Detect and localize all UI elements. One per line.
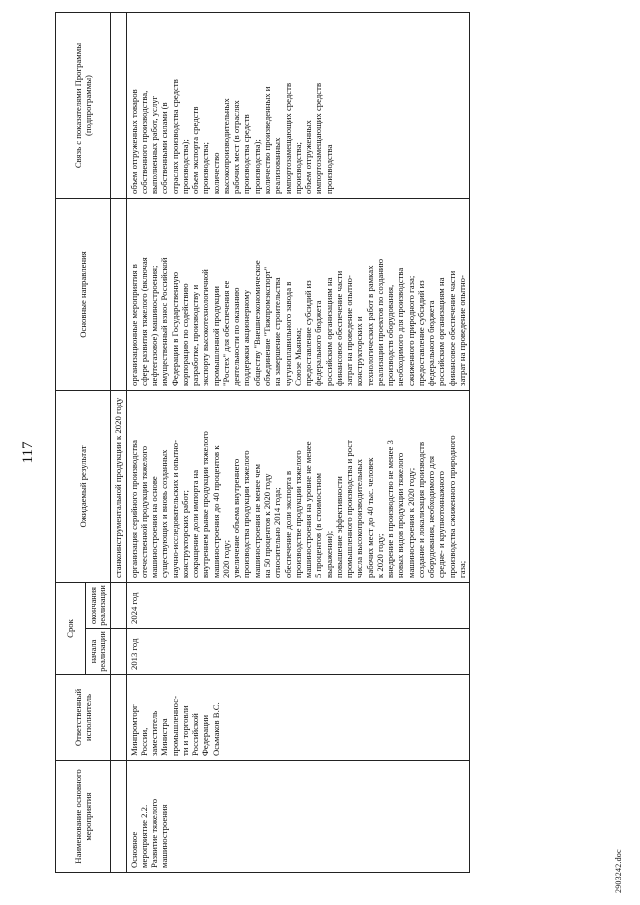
result-line: отечественной продукции тяжелого bbox=[138, 445, 149, 578]
directions-line: российским организациям на bbox=[436, 277, 447, 386]
link-line: производства bbox=[323, 144, 334, 194]
result-line: производстве продукции тяжелого bbox=[292, 450, 303, 578]
link-line: высокопроизводительных bbox=[220, 98, 231, 194]
directions-line: предоставление субсидий из bbox=[415, 280, 426, 386]
result-line: повышение эффективности bbox=[333, 476, 344, 578]
directions-line: федерального бюджета bbox=[426, 300, 437, 386]
executor-line: заместитель bbox=[149, 710, 160, 756]
directions-line: производств оборудования, bbox=[385, 284, 396, 386]
result-line: сокращение доли импорта на bbox=[190, 469, 201, 578]
page-number: 117 bbox=[20, 441, 36, 464]
executor-line: промышленнос- bbox=[169, 696, 180, 756]
cell-link bbox=[126, 12, 470, 198]
cell-empty bbox=[111, 198, 126, 390]
result-line: 5 процентов (в стоимостном bbox=[313, 472, 324, 578]
directions-line: "Ростех" для обеспечения ее bbox=[220, 280, 231, 386]
carryover-result: станкоинструментальной продукции к 2020 году bbox=[111, 390, 126, 582]
directions-line: федерального бюджета bbox=[313, 300, 324, 386]
cell-name bbox=[126, 761, 470, 873]
table-row bbox=[126, 12, 470, 872]
directions-line: обществу "Внешнеэкономическое bbox=[251, 260, 262, 386]
document-reference: 2903242.doc bbox=[614, 849, 623, 893]
header-link: Связь с показателями Программы (подпрограммы) bbox=[56, 12, 111, 198]
cell-result bbox=[126, 390, 470, 582]
directions-line: технологических работ в рамках bbox=[364, 265, 375, 386]
link-line: количество bbox=[210, 152, 221, 194]
link-line: объем экспорта средств bbox=[190, 106, 201, 194]
directions-line: имущественный взнос Российской bbox=[159, 257, 170, 386]
result-line: внедрение в производство не менее 3 bbox=[385, 440, 396, 578]
directions-line: разработке, производству и bbox=[190, 284, 201, 386]
cell-executor bbox=[126, 675, 470, 761]
directions-line: предоставление субсидий из bbox=[303, 280, 314, 386]
directions-line: финансовое обеспечение части bbox=[333, 270, 344, 386]
header-start: начала реализации bbox=[86, 629, 111, 675]
link-line: объем отгруженных bbox=[303, 120, 314, 194]
directions-line: Федерации в Государственную bbox=[169, 271, 180, 386]
cell-empty bbox=[111, 629, 126, 675]
cell-empty bbox=[111, 761, 126, 873]
directions-line: нефтегазовое) машиностроения; bbox=[149, 265, 160, 386]
directions-line: экспорту высокотехнологичной bbox=[200, 269, 211, 386]
link-line: производства; bbox=[292, 142, 303, 194]
directions-line: необходимого для производства bbox=[395, 267, 406, 386]
name-line: мероприятие 2.2. bbox=[138, 804, 149, 868]
result-line: обеспечение доли экспорта в bbox=[282, 470, 293, 578]
directions-line: конструкторских и bbox=[354, 316, 365, 386]
executor-line: Минпромторг bbox=[128, 704, 139, 756]
result-line: промышленного производства и рост bbox=[344, 440, 355, 578]
directions-line: сжиженного природного газа; bbox=[405, 275, 416, 386]
link-line: собственными силами (в bbox=[159, 102, 170, 194]
cell-start: 2013 год bbox=[126, 629, 470, 675]
directions-line: объединение "Тяжпромэкспорт" bbox=[261, 266, 272, 386]
directions-line: российским организациям на bbox=[323, 277, 334, 386]
cell-empty bbox=[111, 582, 126, 628]
directions-line: Союзе Мьянма; bbox=[292, 327, 303, 386]
result-line: 2020 году; bbox=[220, 539, 231, 578]
executor-line: Федерации bbox=[200, 714, 211, 756]
directions-line: промышленной продукции bbox=[210, 286, 221, 386]
result-line: газа; bbox=[457, 560, 468, 578]
directions-line: деятельности по оказанию bbox=[231, 287, 242, 386]
result-line: создание и локализация производств bbox=[415, 441, 426, 578]
header-result: Ожидаемый результат bbox=[56, 390, 111, 582]
header-name: Наименование основного мероприятия bbox=[56, 761, 111, 873]
header-executor: Ответственный исполнитель bbox=[56, 675, 111, 761]
result-line: машиностроения не менее чем bbox=[251, 463, 262, 578]
link-line: рабочих мест (в отраслях bbox=[231, 100, 242, 194]
cell-directions bbox=[126, 198, 470, 390]
cell-empty bbox=[111, 12, 126, 198]
result-line: выражении); bbox=[323, 530, 334, 578]
directions-line: реализации проектов по созданию bbox=[374, 258, 385, 386]
link-line: реализованных bbox=[272, 137, 283, 194]
link-line: импортозамещающих средств bbox=[313, 82, 324, 194]
header-term: Срок bbox=[56, 582, 86, 674]
table-row-carryover bbox=[111, 12, 126, 872]
events-table bbox=[55, 12, 470, 873]
link-line: производства; bbox=[200, 142, 211, 194]
result-line: рабочих мест до 40 тыс. человек bbox=[364, 457, 375, 578]
name-line: машиностроения bbox=[159, 804, 170, 868]
result-line: на 50 процентов к 2020 году bbox=[261, 473, 272, 578]
cell-end: 2024 год bbox=[126, 582, 470, 628]
link-line: импортозамещающих средств bbox=[282, 82, 293, 194]
result-line: организация серийного производства bbox=[128, 440, 139, 578]
result-line: машиностроения до 40 процентов к bbox=[210, 445, 221, 578]
directions-line: чугуноплавильного завода в bbox=[282, 281, 293, 386]
result-line: машиностроения к 2020 году; bbox=[405, 467, 416, 578]
result-line: относительно 2014 года; bbox=[272, 487, 283, 578]
link-line: собственного производства, bbox=[138, 90, 149, 194]
result-line: научно-исследовательских и опытно- bbox=[169, 439, 180, 578]
result-line: машиностроения на основе bbox=[149, 476, 160, 578]
directions-line: финансовое обеспечение части bbox=[446, 270, 457, 386]
link-line: выполненных работ, услуг bbox=[149, 95, 160, 194]
executor-line: России, bbox=[138, 727, 149, 756]
directions-line: сфере развития тяжелого (включая bbox=[138, 257, 149, 386]
result-line: конструкторских работ; bbox=[179, 490, 190, 578]
directions-line: организационные мероприятия в bbox=[128, 264, 139, 386]
link-line: количество произведенных и bbox=[261, 86, 272, 194]
result-line: машиностроения на уровне не менее bbox=[303, 441, 314, 578]
directions-line: поддержки акционерному bbox=[241, 289, 252, 386]
result-line: числа высокопроизводительных bbox=[354, 459, 365, 578]
link-line: производства); bbox=[251, 139, 262, 194]
directions-line: затрат на проведение опытно- bbox=[344, 275, 355, 386]
result-line: увеличение объема внутреннего bbox=[231, 458, 242, 578]
result-line: к 2020 году; bbox=[374, 533, 385, 578]
link-line: объем отгруженных товаров bbox=[128, 89, 139, 194]
result-line: производства продукции тяжелого bbox=[241, 450, 252, 578]
result-line: оборудования, необходимого для bbox=[426, 456, 437, 578]
link-line: производства); bbox=[179, 139, 190, 194]
result-line: существующих и вновь созданных bbox=[159, 449, 170, 578]
cell-empty bbox=[111, 675, 126, 761]
result-line: новых видов продукции тяжелого bbox=[395, 452, 406, 578]
header-directions: Основные направления bbox=[56, 198, 111, 390]
executor-line: Российской bbox=[190, 713, 201, 756]
name-line: Развитие тяжелого bbox=[149, 798, 160, 868]
link-line: производства средств bbox=[241, 114, 252, 194]
executor-line: Осьмаков В.С. bbox=[210, 702, 221, 756]
header-end: окончания реализации bbox=[86, 582, 111, 628]
directions-line: корпорацию по содействию bbox=[179, 283, 190, 386]
name-line: Основное bbox=[128, 831, 139, 868]
result-line: внутреннем рынке продукции тяжелого bbox=[200, 431, 211, 578]
directions-line: затрат на проведение опытно- bbox=[457, 275, 468, 386]
directions-line: на завершение строительства bbox=[272, 277, 283, 386]
result-line: средне- и крупнотоннажного bbox=[436, 471, 447, 578]
link-line: отраслях производства средств bbox=[169, 79, 180, 194]
executor-line: Министра bbox=[159, 718, 170, 756]
result-line: производства сжиженного природного bbox=[446, 435, 457, 578]
executor-line: ти и торговли bbox=[179, 705, 190, 756]
